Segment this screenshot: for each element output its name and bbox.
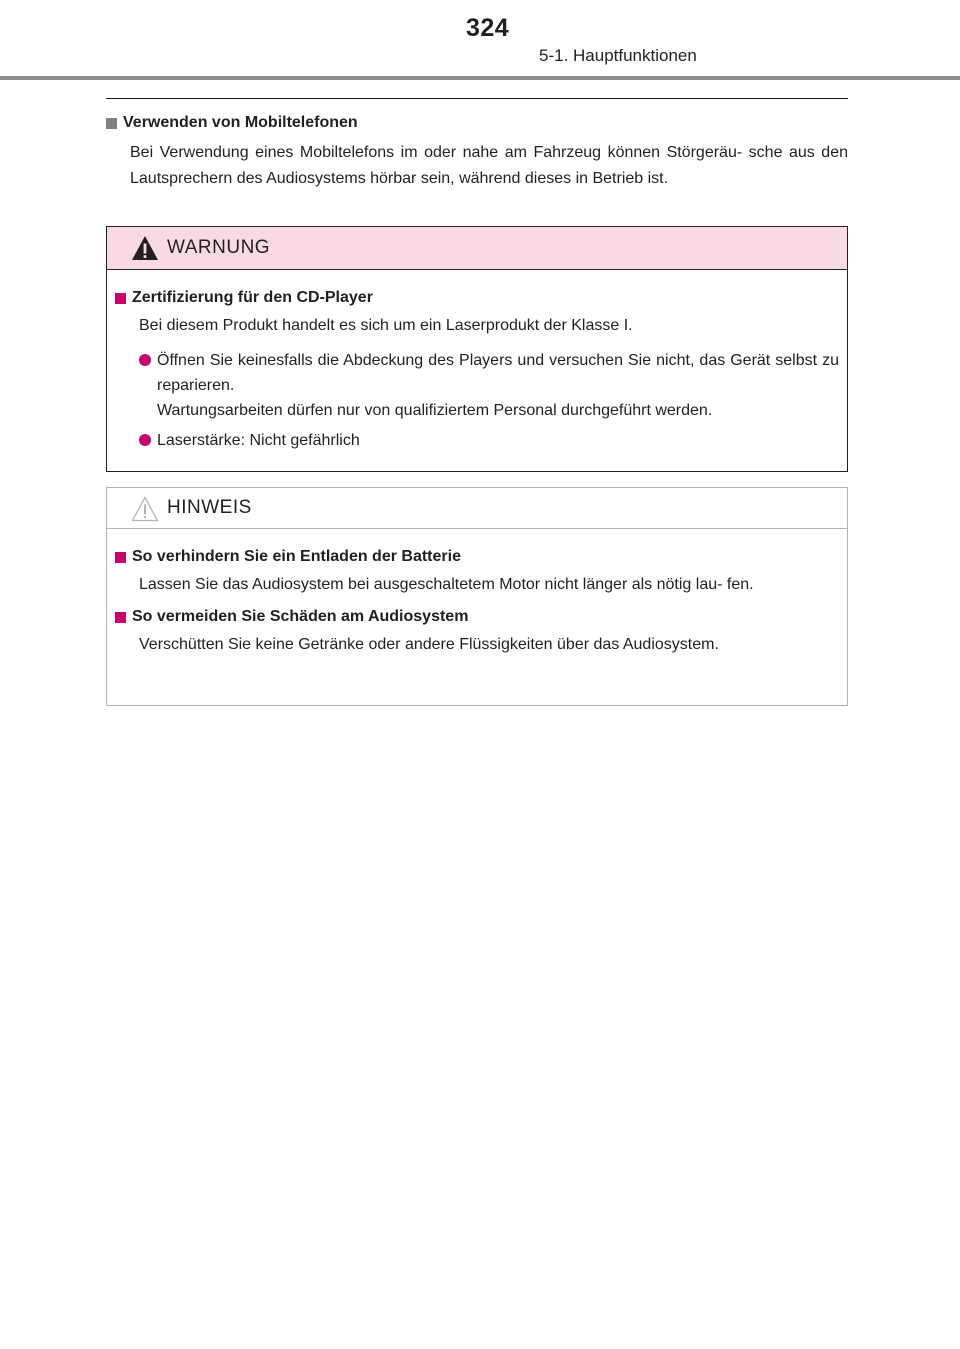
notice-heading-text: So verhindern Sie ein Entladen der Batterie <box>132 548 461 565</box>
section-mobile-phones <box>106 112 848 192</box>
accent-square-icon <box>115 612 126 623</box>
warning-heading <box>115 287 839 309</box>
warning-bullet-extra: Wartungsarbeiten dürfen nur von qualifiziertem Personal durchgeführt werden. <box>157 402 713 419</box>
accent-square-icon <box>115 293 126 304</box>
notice-box <box>106 487 848 706</box>
warning-heading-text: Zertifizierung für den CD-Player <box>132 289 373 306</box>
section-text: Bei Verwendung eines Mobiltelefons im oder nahe am Fahrzeug können Störgeräu- sche aus den Lautsprechern des Audiosystems hörbar sein, während dieses in Betrieb ist. <box>130 144 848 187</box>
notice-heading-text: So vermeiden Sie Schäden am Audiosystem <box>132 608 469 625</box>
accent-square-icon <box>115 552 126 563</box>
warning-box <box>106 226 848 472</box>
warning-bullet <box>115 348 839 423</box>
warning-bullet-text: Öffnen Sie keinesfalls die Abdeckung des Players und versuchen Sie nicht, das Gerät selbst zu reparieren. <box>157 352 839 394</box>
page-number: 324 <box>466 14 510 42</box>
chapter-title: 5-1. Hauptfunktionen <box>539 46 697 65</box>
notice-text: Verschütten Sie keine Getränke oder andere Flüssigkeiten über das Audiosystem. <box>139 636 719 653</box>
section-heading-text: Verwenden von Mobiltelefonen <box>123 114 358 131</box>
notice-heading <box>115 546 839 568</box>
gray-square-icon <box>106 118 117 129</box>
caution-triangle-icon <box>131 496 159 522</box>
warning-bullet-text: Laserstärke: Nicht gefährlich <box>157 432 360 449</box>
notice-heading <box>115 606 839 628</box>
warning-title: WARNUNG <box>167 237 271 258</box>
bullet-dot-icon <box>139 354 151 366</box>
warning-content <box>115 287 839 453</box>
bullet-dot-icon <box>139 434 151 446</box>
section-divider <box>106 98 848 99</box>
warning-bullet <box>115 428 839 453</box>
warning-intro: Bei diesem Produkt handelt es sich um ein Laserprodukt der Klasse I. <box>139 317 633 334</box>
warning-triangle-icon <box>131 235 159 261</box>
notice-content <box>115 546 839 658</box>
notice-header <box>107 488 847 529</box>
section-heading <box>106 112 848 134</box>
notice-title: HINWEIS <box>167 497 252 518</box>
notice-text: Lassen Sie das Audiosystem bei ausgeschaltetem Motor nicht länger als nötig lau- fen. <box>139 576 754 593</box>
header-rule <box>0 76 960 80</box>
page-header <box>0 0 960 80</box>
warning-header <box>107 227 847 270</box>
